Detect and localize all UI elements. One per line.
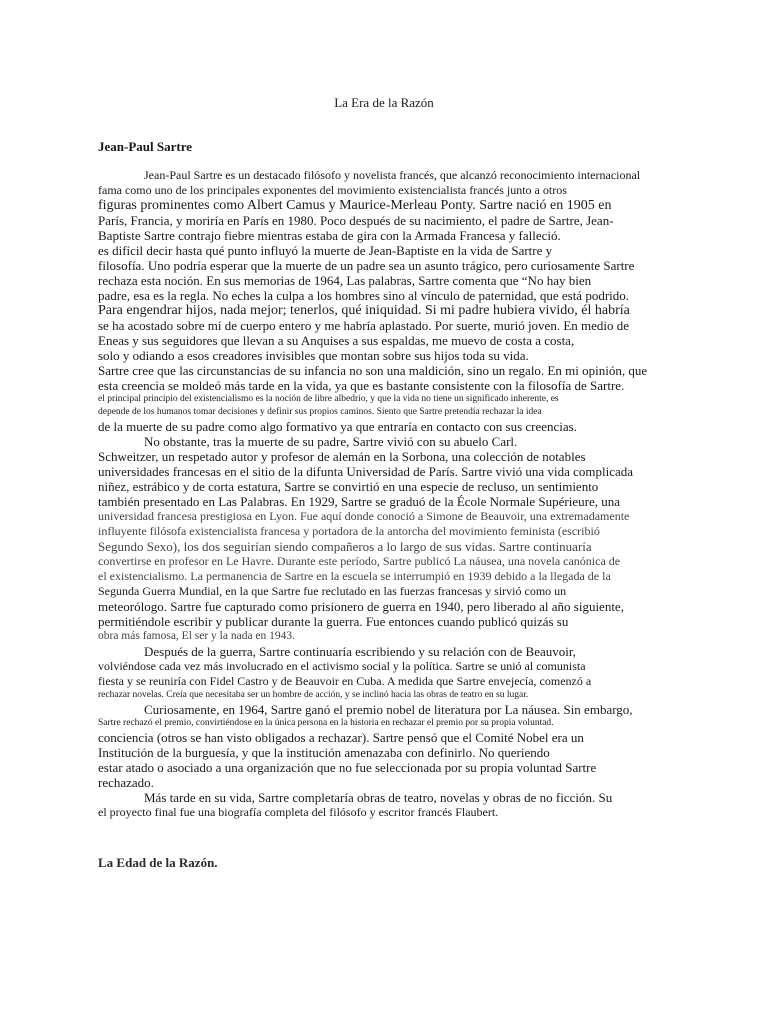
text-line: es difícil decir hasta qué punto influyó la muerte de Jean-Baptiste en la vida de Sartre y [98,243,553,258]
text-line: Curiosamente, en 1964, Sartre ganó el premio nobel de literatura por La náusea. Sin embargo, [144,702,633,717]
text-line: meteorólogo. Sartre fue capturado como prisionero de guerra en 1940, pero liberado al año siguiente, [98,599,624,614]
text-line: filosofía. Uno podría esperar que la muerte de un padre sea un asunto trágico, pero curiosamente Sartre [98,258,635,273]
text-line: padre, esa es la regla. No eches la culpa a los hombres sino al vínculo de paternidad, que está podrido. [98,288,630,303]
text-line: Sartre rechazó el premio, convirtiéndose en la única persona en la historia en rechazar el premio por su propia voluntad. [98,718,554,728]
text-line: el proyecto final fue una biografía completa del filósofo y escritor francés Flaubert. [98,805,499,819]
text-line: fama como uno de los principales exponentes del movimiento existencialista francés junto a otros [98,183,567,197]
text-line: convertirse en profesor en Le Havre. Durante este período, Sartre publicó La náusea, una novela canónica de [98,554,621,568]
text-line: el principal principio del existencialismo es la noción de libre albedrío, y que la vida no tiene un significado inherente, es [98,394,559,404]
text-line: Jean-Paul Sartre es un destacado filósofo y novelista francés, que alcanzó reconocimiento internacional [144,168,641,182]
text-line: No obstante, tras la muerte de su padre, Sartre vivió con su abuelo Carl. [144,434,518,449]
document-title: La Era de la Razón [334,95,434,110]
text-line: Schweitzer, un respetado autor y profesor de alemán en la Sorbona, una colección de notables [98,449,586,464]
text-line: fiesta y se reuniría con Fidel Castro y de Beauvoir en Cuba. A medida que Sartre envejecía, comenzó a [98,674,592,688]
text-line: estar atado o asociado a una organización que no fue seleccionada por su propia voluntad Sartre [98,760,597,775]
text-line: universidades francesas en el sitio de la difunta Universidad de París. Sartre vivió una vida complicada [98,464,633,479]
author-heading: Jean-Paul Sartre [98,139,192,154]
text-line: solo y odiando a esos creadores invisibles que montan sobre sus hijos toda su vida. [98,348,529,363]
text-line: Más tarde en su vida, Sartre completaría obras de teatro, novelas y obras de no ficción. Su [144,790,613,805]
text-line: niñez, estrábico y de corta estatura, Sartre se convirtió en una especie de recluso, un sentimiento [98,479,599,494]
text-line: esta creencia se moldeó más tarde en la vida, ya que es bastante consistente con la filosofía de Sartre. [98,378,625,393]
document-body [98,168,698,820]
text-line: universidad francesa prestigiosa en Lyon. Fue aquí donde conoció a Simone de Beauvoir, una extremadamente [98,509,630,523]
text-line: de la muerte de su padre como algo formativo ya que entraría en contacto con sus creencias. [98,419,577,434]
text-line: Baptiste Sartre contrajo fiebre mientras estaba de gira con la Armada Francesa y falleció. [98,228,561,243]
text-line: Después de la guerra, Sartre continuaría escribiendo y su relación con de Beauvoir, [144,644,576,659]
text-line: conciencia (otros se han visto obligados a rechazar). Sartre pensó que el Comité Nobel era un [98,730,584,745]
text-line: París, Francia, y moriría en París en 1980. Poco después de su nacimiento, el padre de Sartre, Jean- [98,213,614,228]
text-line: rechazar novelas. Creía que necesitaba ser un hombre de acción, y se inclinó hacia las obras de teatro en su lugar. [98,690,529,700]
text-line: el existencialismo. La permanencia de Sartre en la escuela se interrumpió en 1939 debido a la llegada de la [98,569,611,583]
text-line: también presentado en Las Palabras. En 1929, Sartre se graduó de la École Normale Supérieure, una [98,494,620,509]
text-line: Institución de la burguesía, y que la institución amenazaba con definirlo. No queriendo [98,745,550,760]
text-line: Para engendrar hijos, nada mejor; tenerlos, qué iniquidad. Si mi padre hubiera vivido, él habría [98,303,630,318]
text-line: volviéndose cada vez más involucrado en el activismo social y la política. Sartre se unió al comunista [98,659,586,673]
text-line: Sartre cree que las circunstancias de su infancia no son una maldición, sino un regalo. En mi opinión, que [98,363,648,378]
text-line: Segundo Sexo), los dos seguirían siendo compañeros a lo largo de sus vidas. Sartre continuaría [98,539,592,554]
text-line: permitiéndole escribir y publicar durante la guerra. Fue entonces cuando publicó quizás su [98,614,569,629]
text-line: Eneas y sus seguidores que llevan a su Anquises a sus espaldas, me muevo de costa a costa, [98,333,575,348]
section-heading: La Edad de la Razón. [98,855,218,870]
text-line: depende de los humanos tomar decisiones y definir sus propios caminos. Siento que Sartre pretendía rechazar la idea [98,407,542,417]
text-line: Segunda Guerra Mundial, en la que Sartre fue reclutado en las fuerzas francesas y sirvió como un [98,584,567,598]
text-line: figuras prominentes como Albert Camus y Maurice-Merleau Ponty. Sartre nació en 1905 en [98,198,612,213]
text-line: influyente filósofa existencialista francesa y portadora de la antorcha del movimiento feminista (escribió [98,524,600,538]
text-line: rechaza esta noción. En sus memorias de 1964, Las palabras, Sartre comenta que “No hay bien [98,273,592,288]
text-line: obra más famosa, El ser y la nada en 1943. [98,630,296,642]
text-line: se ha acostado sobre mí de cuerpo entero y me habría aplastado. Por suerte, murió joven. En medio de [98,318,630,333]
text-line: rechazado. [98,775,154,790]
